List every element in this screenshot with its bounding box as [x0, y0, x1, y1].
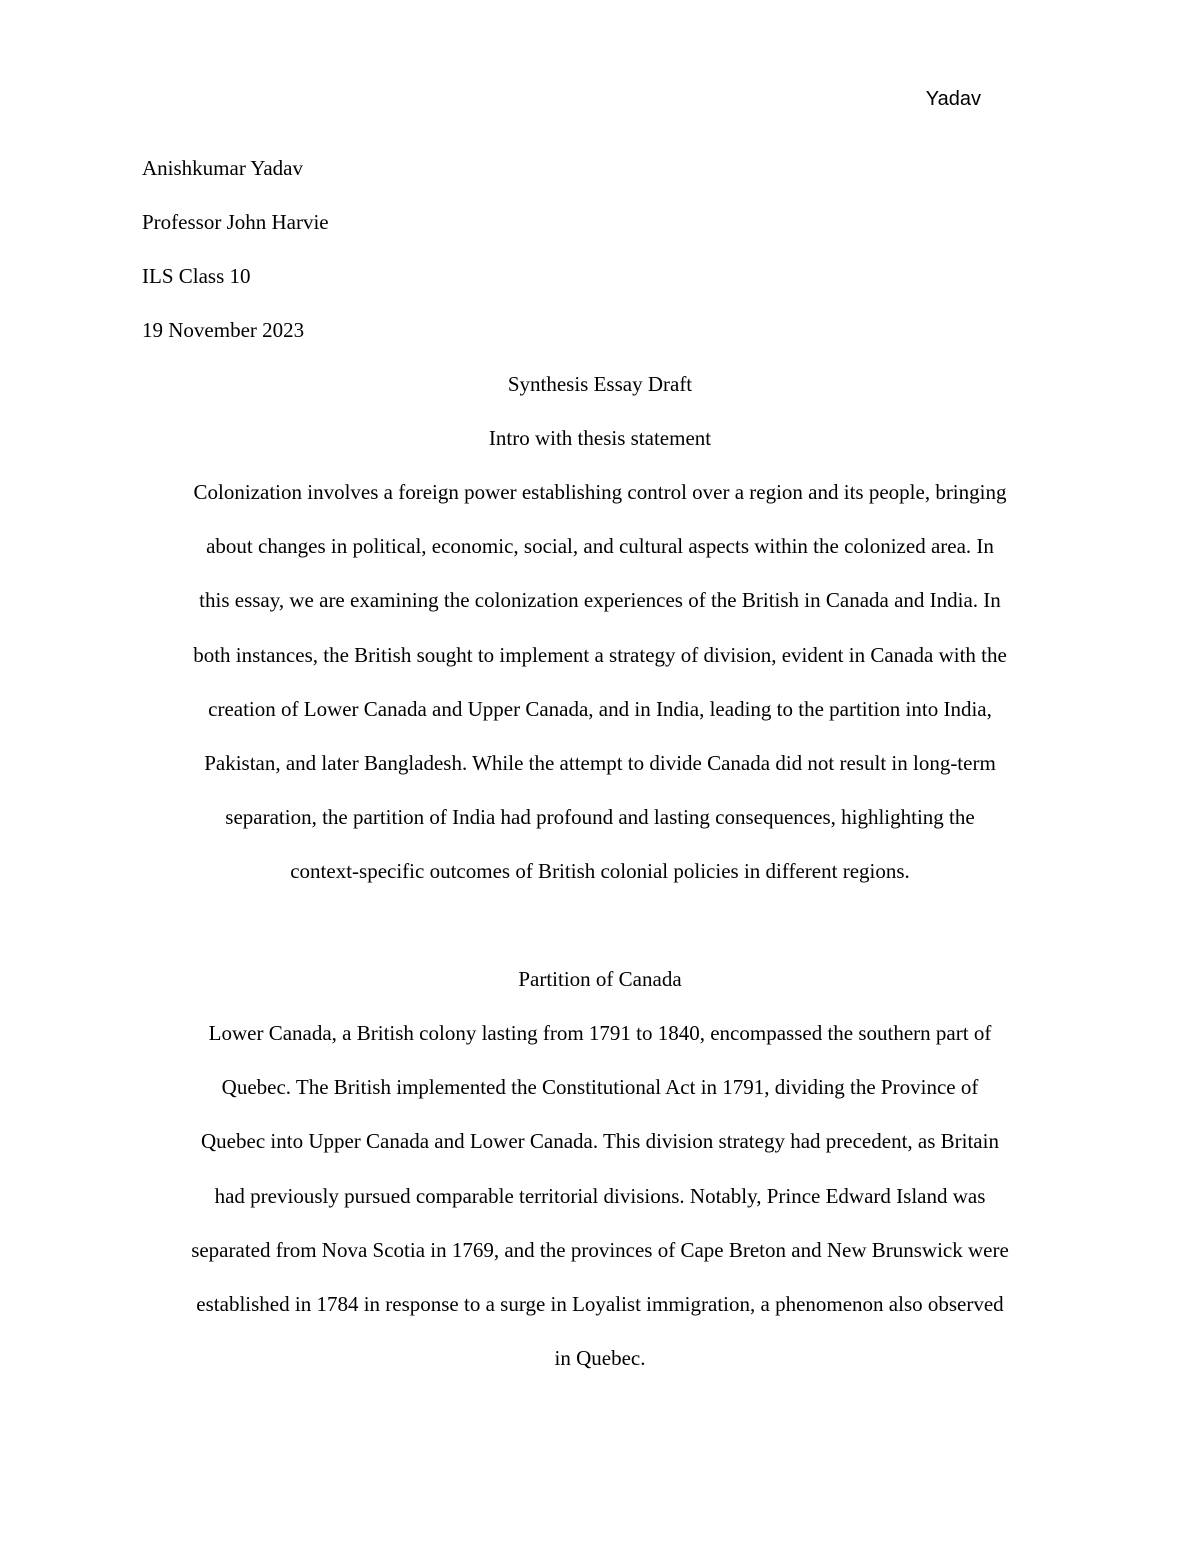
paragraph-line: Quebec. The British implemented the Constitutional Act in 1791, dividing the Province of	[221, 1075, 979, 1100]
paragraph-line: context-specific outcomes of British colonial policies in different regions.	[290, 859, 910, 884]
running-header: Yadav	[925, 88, 981, 110]
paragraph-line: Quebec into Upper Canada and Lower Canada. This division strategy had precedent, as Britain	[201, 1129, 999, 1154]
paragraph-line: Pakistan, and later Bangladesh. While the attempt to divide Canada did not result in long-term	[204, 751, 996, 776]
intro-paragraph	[140, 465, 1060, 899]
paragraph-line: Colonization involves a foreign power establishing control over a region and its people, bringing	[193, 480, 1007, 504]
paragraph-line: Lower Canada, a British colony lasting from 1791 to 1840, encompassed the southern part of	[208, 1021, 992, 1045]
section-heading-partition-of-canada: Partition of Canada	[518, 967, 682, 991]
document-date: 19 November 2023	[142, 318, 305, 342]
paragraph-line: had previously pursued comparable territorial divisions. Notably, Prince Edward Island was	[214, 1183, 986, 1208]
paragraph-line: established in 1784 in response to a surge in Loyalist immigration, a phenomenon also observed	[196, 1292, 1004, 1317]
document-title: Synthesis Essay Draft	[507, 372, 693, 396]
paragraph-line: about changes in political, economic, social, and cultural aspects within the colonized area. In	[206, 534, 994, 559]
paragraph-line: separation, the partition of India had profound and lasting consequences, highlighting the	[225, 805, 975, 830]
course-name: ILS Class 10	[142, 264, 251, 288]
paragraph-line: this essay, we are examining the colonization experiences of the British in Canada and India. In	[199, 588, 1001, 613]
paragraph-line: creation of Lower Canada and Upper Canada, and in India, leading to the partition into India,	[208, 696, 992, 721]
paragraph-line: both instances, the British sought to implement a strategy of division, evident in Canada with the	[193, 642, 1007, 667]
mla-heading	[142, 141, 329, 357]
paragraph-line: separated from Nova Scotia in 1769, and the provinces of Cape Breton and New Brunswick were	[191, 1237, 1009, 1262]
section-heading-intro: Intro with thesis statement	[488, 426, 712, 450]
paragraph-line: in Quebec.	[554, 1346, 646, 1371]
partition-paragraph	[140, 1006, 1060, 1385]
professor-name: Professor John Harvie	[142, 210, 329, 234]
student-name: Anishkumar Yadav	[142, 156, 303, 180]
